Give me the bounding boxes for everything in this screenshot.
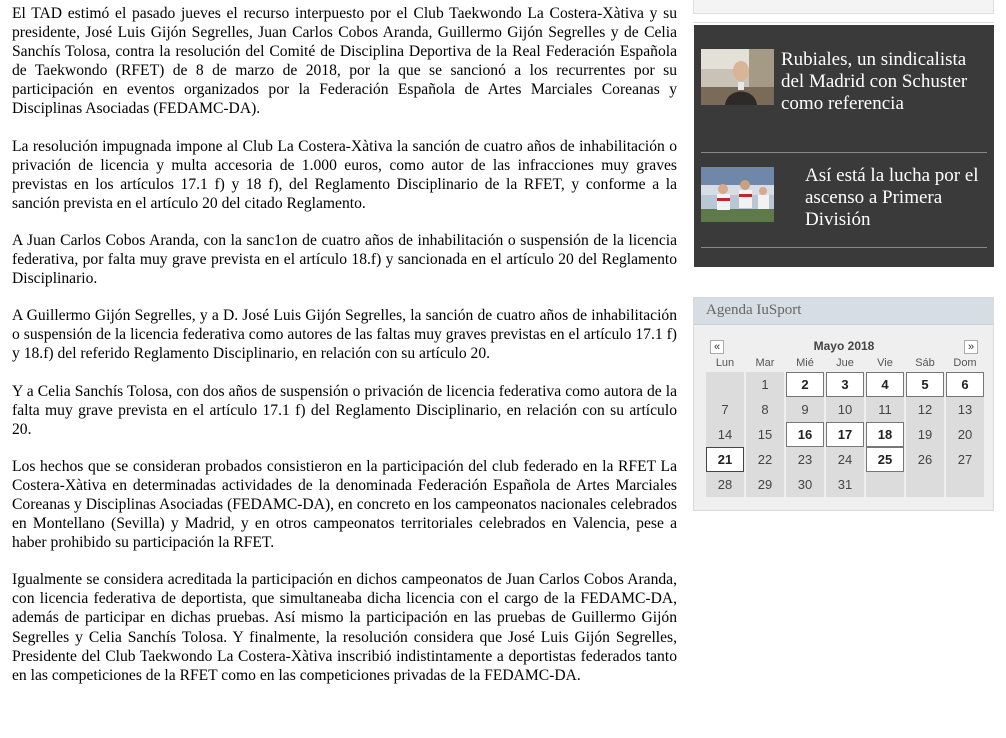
article-paragraph: El TAD estimó el pasado jueves el recurso interpuesto por el Club Taekwondo La Costera-Xàtiva y su presidente, José Luis Gijón Segrelles, Juan Carlos Cobos Aranda, Guillermo Gijón Segrelles y de Celia Sanchís Tolosa, contra la resolución del Comité de Disciplina Deportiva de la Real Federación Española de Taekwondo (RFET) de 8 de marzo de 2018, por la que se sancionó a los recurrentes por su participación en eventos organizados por la Federación Española de Artes Marciales Coreanas y Disciplinas Asociadas (FEDAMC-DA). xyxy=(12,5,677,118)
calendar-day: 28 xyxy=(706,472,744,497)
calendar-day: 12 xyxy=(906,397,944,422)
calendar-day-event[interactable]: 4 xyxy=(866,372,904,397)
calendar xyxy=(706,337,982,497)
calendar-day: 29 xyxy=(746,472,784,497)
calendar-day: 23 xyxy=(786,447,824,472)
weekday-label: Mié xyxy=(796,357,814,369)
calendar-day: 13 xyxy=(946,397,984,422)
calendar-day: 11 xyxy=(866,397,904,422)
news-thumbnail[interactable] xyxy=(701,49,774,105)
calendar-day: 26 xyxy=(906,447,944,472)
calendar-day: 22 xyxy=(746,447,784,472)
agenda-widget xyxy=(693,297,994,511)
calendar-nav xyxy=(706,337,982,357)
calendar-day-event[interactable]: 25 xyxy=(866,447,904,472)
calendar-month-label: Mayo 2018 xyxy=(813,339,875,353)
news-thumbnail-image xyxy=(701,167,774,222)
calendar-day: 24 xyxy=(826,447,864,472)
calendar-day: 10 xyxy=(826,397,864,422)
sidebar xyxy=(693,0,994,738)
calendar-day: 20 xyxy=(946,422,984,447)
calendar-day: 1 xyxy=(746,372,784,397)
weekday-label: Jue xyxy=(836,357,854,369)
news-thumbnail[interactable] xyxy=(701,167,774,222)
weekday-label: Vie xyxy=(877,357,893,369)
prev-month-button[interactable]: « xyxy=(710,340,724,354)
calendar-empty-cell xyxy=(866,472,904,497)
article-paragraph: La resolución impugnada impone al Club La Costera-Xàtiva la sanción de cuatro años de inhabilitación o privación de licencia y multa accesoria de 1.000 euros, como autor de las infracciones muy graves previstas en los artículos 17.1 f) y 18 f), del Reglamento Disciplinario de la RFET, y conforme a la sanción prevista en el artículo 20 del citado Reglamento. xyxy=(12,137,677,212)
calendar-day-event[interactable]: 2 xyxy=(786,372,824,397)
calendar-day-event[interactable]: 3 xyxy=(826,372,864,397)
calendar-empty-cell xyxy=(706,372,744,397)
calendar-day: 14 xyxy=(706,422,744,447)
sidebar-top-strip xyxy=(693,0,994,14)
calendar-day: 15 xyxy=(746,422,784,447)
calendar-day: 31 xyxy=(826,472,864,497)
related-news-box xyxy=(694,25,994,267)
calendar-day-event[interactable]: 18 xyxy=(866,422,904,447)
calendar-day: 9 xyxy=(786,397,824,422)
article-paragraph: Igualmente se considera acreditada la participación en dichos campeonatos de Juan Carlos Cobos Aranda, con licencia federativa de deportista, que simultaneaba dicha licencia con el cargo de la FEDAMC-DA, además de participar en dichas pruebas. Así mismo la participación en las pruebas de Guillermo Gijón Segrelles y Celia Sanchís Tolosa. Y finalmente, la resolución considera que José Luis Gijón Segrelles, Presidente del Club Taekwondo La Costera-Xàtiva inscribió indistintamente a deportistas federados tanto en las competiciones de la RFET como en las competiciones privadas de la FEDAMC-DA. xyxy=(12,571,677,684)
news-thumbnail-image xyxy=(701,49,774,105)
weekday-label: Dom xyxy=(953,357,977,369)
next-month-button[interactable]: » xyxy=(964,340,978,354)
divider xyxy=(693,22,994,23)
article-paragraph: Los hechos que se consideran probados consistieron en la participación del club federado en la RFET La Costera-Xàtiva en determinadas actividades de la denominada Federación Española de Artes Marciales Coreanas y Disciplinas Asociadas (FEDAMC-DA), en concreto en los campeonatos nacionales celebrados en Montellano (Sevilla) y Madrid, y en otros campeonatos territoriales celebrados en Valencia, pese a haber prohibido su participación la RFET. xyxy=(12,457,677,552)
weekday-label: Lun xyxy=(715,357,735,369)
calendar-day: 27 xyxy=(946,447,984,472)
calendar-day-event[interactable]: 6 xyxy=(946,372,984,397)
calendar-day-event[interactable]: 16 xyxy=(786,422,824,447)
calendar-day: 8 xyxy=(746,397,784,422)
calendar-empty-cell xyxy=(906,472,944,497)
calendar-day: 19 xyxy=(906,422,944,447)
calendar-day: 7 xyxy=(706,397,744,422)
article-paragraph: Y a Celia Sanchís Tolosa, con dos años de suspensión o privación de licencia federativa como autora de la falta muy grave prevista en el artículo 17.1 f) del Reglamento Disciplinario, en relación con su artículo 20. xyxy=(12,382,677,438)
weekday-header-row xyxy=(706,357,982,370)
news-title[interactable]: Así está la lucha por el ascenso a Primera División xyxy=(805,165,979,230)
weekday-label: Sáb xyxy=(915,357,935,369)
calendar-empty-cell xyxy=(946,472,984,497)
agenda-title: Agenda IuSport xyxy=(694,298,993,325)
news-title[interactable]: Rubiales, un sindicalista del Madrid con Schuster como referencia xyxy=(781,49,968,114)
article-body xyxy=(12,0,677,738)
calendar-day-event[interactable]: 5 xyxy=(906,372,944,397)
calendar-day: 30 xyxy=(786,472,824,497)
article-paragraph: A Guillermo Gijón Segrelles, y a D. José Luis Gijón Segrelles, la sanción de cuatro años de inhabilitación o suspensión de la licencia federativa como autores de las faltas muy graves previstas en el artículo 17.1 f) y 18.f) del referido Reglamento Disciplinario, en relación con su artículo 20. xyxy=(12,307,677,363)
weekday-label: Mar xyxy=(755,357,775,369)
calendar-day-event[interactable]: 17 xyxy=(826,422,864,447)
news-divider xyxy=(701,247,987,248)
news-divider xyxy=(701,152,987,153)
calendar-day-today[interactable]: 21 xyxy=(706,447,744,472)
calendar-days-grid xyxy=(706,372,982,497)
article-paragraph: A Juan Carlos Cobos Aranda, con la sanc1on de cuatro años de inhabilitación o suspensión de la licencia federativa, por falta muy grave prevista en el artículo 18.f) y sancionada en el artículo 20 del Reglamento Disciplinario. xyxy=(12,231,677,288)
